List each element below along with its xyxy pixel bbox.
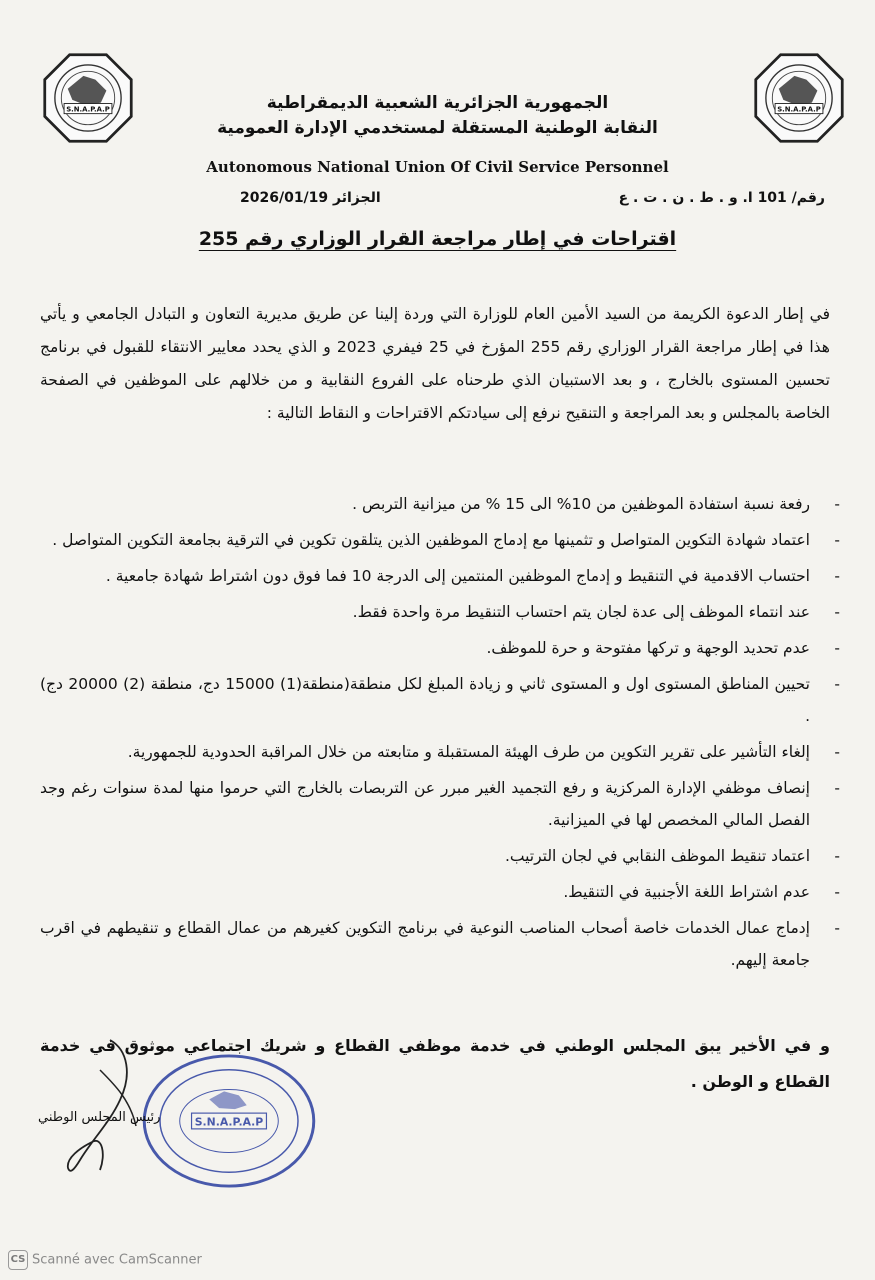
list-item: - احتساب الاقدمية في التنقيط و إدماج الموظفين المنتمين إلى الدرجة 10 فما فوق دون اشتراط شهادة جامعية . [105, 567, 840, 585]
document-title [0, 228, 875, 250]
proposals-list [40, 488, 840, 980]
document-title-text: اقتراحات في إطار مراجعة القرار الوزاري رقم 255 [198, 228, 677, 250]
svg-text:S.N.A.P.A.P: S.N.A.P.A.P [66, 105, 110, 114]
list-item: - تحيين المناطق المستوى اول و المستوى ثاني و زيادة المبلغ لكل منطقة(منطقة(1) 15000 دج، منطقة (2) 20000 دج) . [40, 675, 840, 725]
svg-text:S.N.A.P.A.P: S.N.A.P.A.P [194, 1115, 264, 1129]
list-item: - عند انتماء الموظف إلى عدة لجان يتم احتساب التنقيط مرة واحدة فقط. [352, 603, 840, 621]
list-item: - اعتماد تنقيط الموظف النقابي في لجان الترتيب. [504, 847, 840, 865]
list-item: - عدم تحديد الوجهة و تركها مفتوحة و حرة للموظف. [486, 639, 840, 657]
union-name-arabic: النقابة الوطنية المستقلة لمستخدمي الإدارة العمومية [217, 118, 658, 138]
list-item: - إنصاف موظفي الإدارة المركزية و رفع التجميد الغير مبرر عن التربصات بالخارج التي حرموا منها لمدة سنوات رغم وجد الفصل المالي المخصص لها في الميزانية. [40, 779, 840, 829]
handwritten-signature [40, 1030, 180, 1180]
reference-number: رقم/ 101 ا. و . ط . ن . ت . ع [618, 190, 825, 206]
union-name-english: Autonomous National Union Of Civil Service Personnel [206, 158, 669, 176]
signer-title: رئيس المجلس الوطني [38, 1110, 161, 1125]
document-date: الجزائر 2026/01/19 [240, 190, 381, 206]
list-item: - اعتماد شهادة التكوين المتواصل و تثمينها مع إدماج الموظفين الذين يتلقون تكوين في الترقية بجامعة التكوين المتواصل . [52, 531, 840, 549]
scanner-watermark [8, 1250, 202, 1270]
list-item: - عدم اشتراط اللغة الأجنبية في التنقيط. [563, 883, 840, 901]
camscanner-logo-icon: CS [8, 1250, 28, 1270]
scanner-text: Scanné avec CamScanner [32, 1252, 202, 1268]
closing-paragraph: و في الأخير يبق المجلس الوطني في خدمة موظفي القطاع و شريك اجتماعي موثوق في خدمة القطاع و الوطن . [40, 1036, 830, 1091]
signature-icon [40, 1030, 180, 1180]
list-item: - إدماج عمال الخدمات خاصة أصحاب المناصب النوعية في برنامج التكوين كغيرهم من عمال القطاع و تنقيطهم في اقرب جامعة إليهم. [40, 919, 840, 969]
svg-text:S.N.A.P.A.P: S.N.A.P.A.P [777, 105, 821, 114]
list-item: - إلغاء التأشير على تقرير التكوين من طرف الهيئة المستقبلة و متابعته من خلال المراقبة الحدودية للجمهورية. [127, 743, 840, 761]
republic-heading: الجمهورية الجزائرية الشعبية الديمقراطية [266, 93, 609, 113]
intro-paragraph: في إطار الدعوة الكريمة من السيد الأمين العام للوزارة التي وردة إلينا عن طريق مديرية التعاون و التبادل الجامعي و يأتي هذا في إطار مراجعة القرار الوزاري رقم 255 المؤرخ في 25 فيفري 2023 و الذي يحدد معايير الانتقاء للقبول في برنامج تحسين المستوى بالخارج ، و بعد الاستبيان الذي طرحناه على الفروع النقابية و من خلالهم على الموظفين في الصفحة الخاصة بالمجلس و بعد المراجعة و التنقيح نرفع إلى سيادتكم الاقتراحات و النقاط التالية : [40, 305, 830, 422]
list-item: - رفعة نسبة استفادة الموظفين من 10% الى 15 % من ميزانية التربص . [352, 495, 840, 513]
